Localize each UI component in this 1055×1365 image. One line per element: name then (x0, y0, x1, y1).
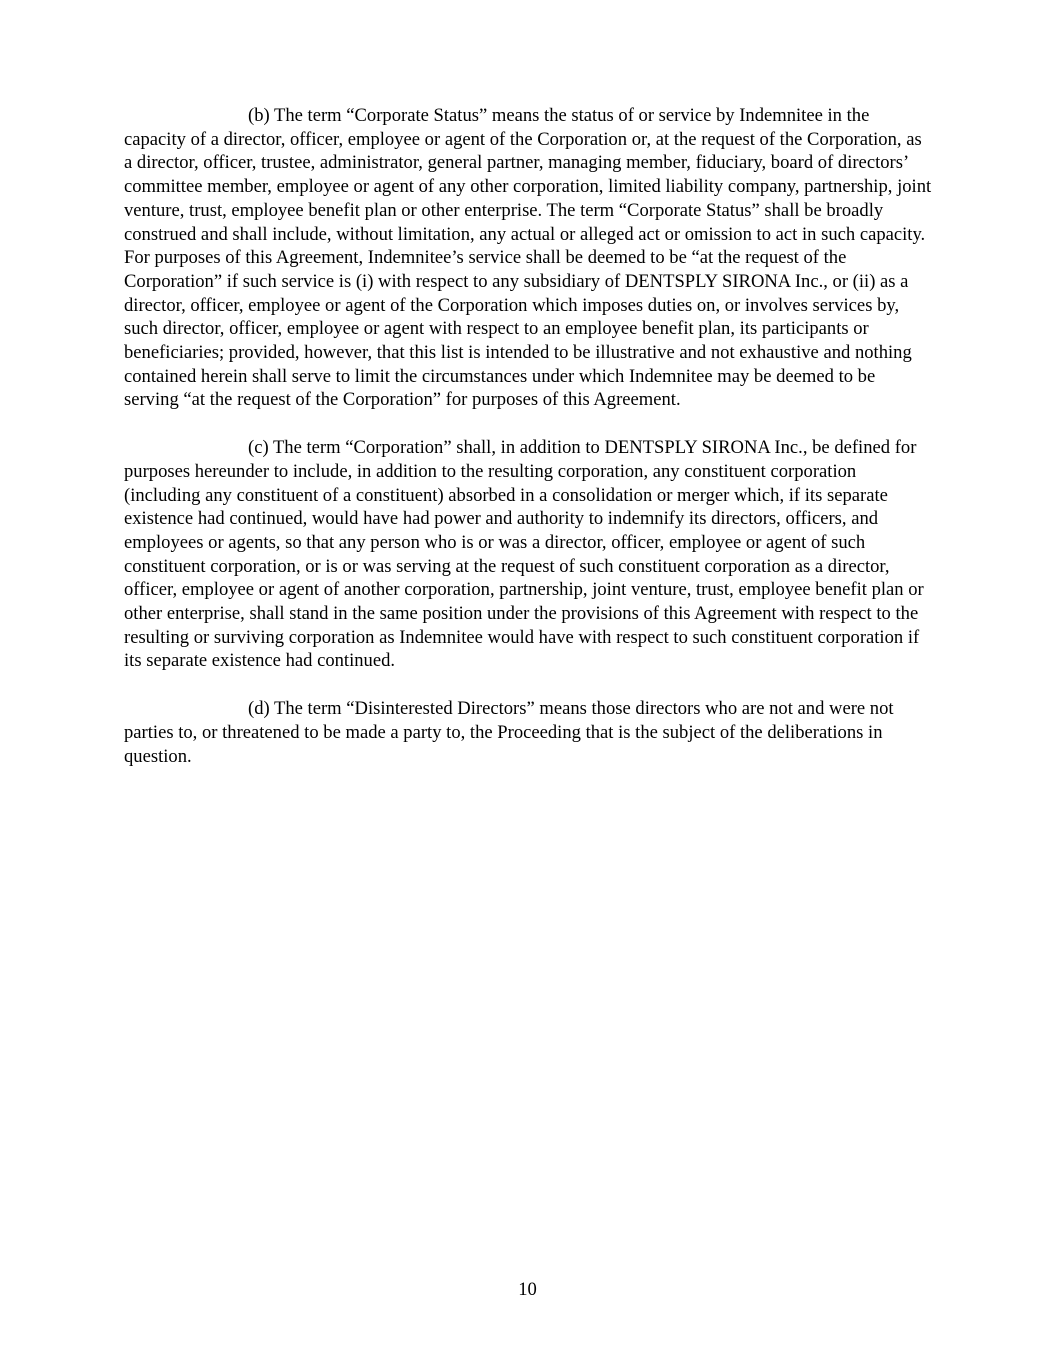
paragraph-d-disinterested-directors: (d) The term “Disinterested Directors” means those directors who are not and were not parties to, or threatened to be made a party to, the Proceeding that is the subject of the deliberations in question. (124, 698, 894, 767)
paragraph-c-corporation: (c) The term “Corporation” shall, in addition to DENTSPLY SIRONA Inc., be defined for purposes hereunder to include, in addition to the resulting corporation, any constituent corporation (including any constituent of a constituent) absorbed in a consolidation or merger which, if its separate existence had continued, would have had power and authority to indemnify its directors, officers, and employees or agents, so that any person who is or was a director, officer, employee or agent of such constituent corporation, or is or was serving at the request of such constituent corporation as a director, officer, employee or agent of another corporation, partnership, joint venture, trust, employee benefit plan or other enterprise, shall stand in the same position under the provisions of this Agreement with respect to the resulting or surviving corporation as Indemnitee would have with respect to such constituent corporation if its separate existence had continued. (124, 437, 924, 672)
paragraph-b-corporate-status: (b) The term “Corporate Status” means the status of or service by Indemnitee in the capacity of a director, officer, employee or agent of the Corporation or, at the request of the Corporation, as a director, officer, trustee, administrator, general partner, managing member, fiduciary, board of directors’ committee member, employee or agent of any other corporation, limited liability company, partnership, joint venture, trust, employee benefit plan or other enterprise. The term “Corporate Status” shall be broadly construed and shall include, without limitation, any actual or alleged act or omission to act in such capacity. For purposes of this Agreement, Indemnitee’s service shall be deemed to be “at the request of the Corporation” if such service is (i) with respect to any subsidiary of DENTSPLY SIRONA Inc., or (ii) as a director, officer, employee or agent of the Corporation which imposes duties on, or involves services by, such director, officer, employee or agent with respect to an employee benefit plan, its participants or beneficiaries; provided, however, that this list is intended to be illustrative and not exhaustive and nothing contained herein shall serve to limit the circumstances under which Indemnitee may be deemed to be serving “at the request of the Corporation” for purposes of this Agreement. (124, 105, 932, 411)
page-number: 10 (518, 1279, 537, 1300)
document-body (124, 104, 934, 792)
